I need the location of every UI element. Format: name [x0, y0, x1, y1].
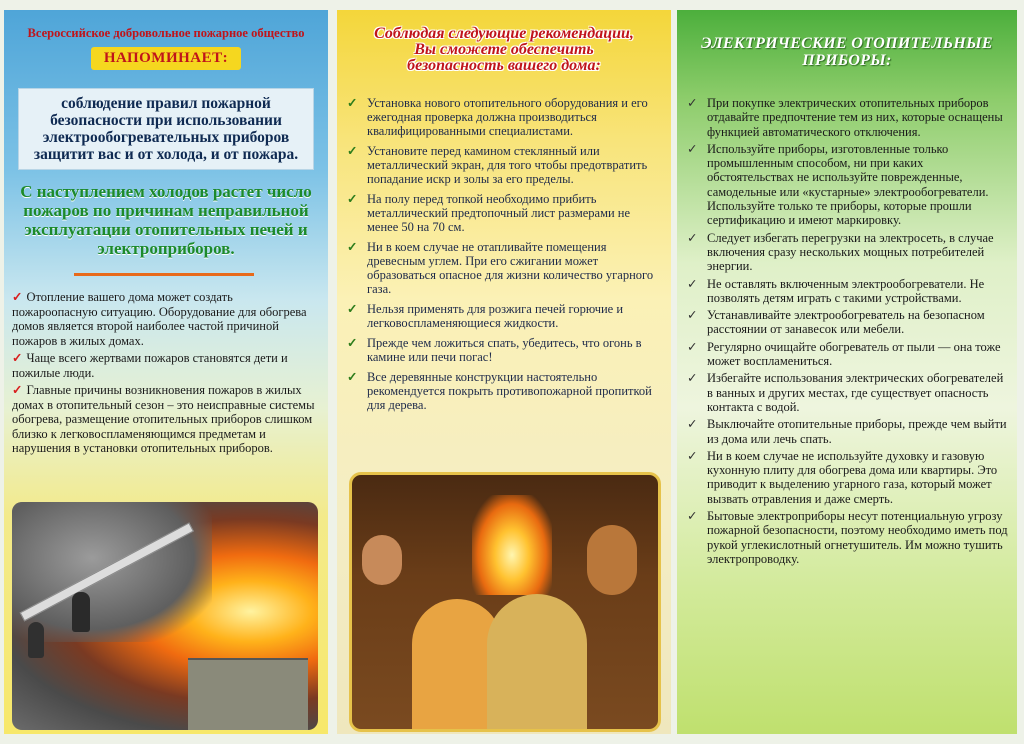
- check-icon: ✓: [687, 448, 698, 463]
- check-icon: ✓: [12, 383, 23, 397]
- left-subheading: С наступлением холодов растет число пожаров по причинам неправильной эксплуатации отопительных печей и электроприборов.: [20, 182, 312, 258]
- list-item: ✓ Нельзя применять для розжига печей горючие и легковоспламеняющиеся жидкости.: [347, 302, 624, 330]
- list-item: ✓ Ни в коем случае не отапливайте помещения древесным углем. При его сжигании может образоваться опасное для жизни количество угарного газа.: [347, 240, 654, 296]
- list-item: ✓ Не оставлять включенным электрообогреватели. Не позволять детям играть с такими устройствами.: [687, 276, 985, 305]
- check-icon: ✓: [347, 96, 358, 110]
- list-item: ✓ Отопление вашего дома может создать пожароопасную ситуацию. Оборудование для обогрева домов является второй наиболее частой причиной пожаров в жилых домах.: [12, 290, 307, 348]
- check-icon: ✓: [687, 371, 698, 386]
- reminds-banner: НАПОМИНАЕТ:: [91, 47, 241, 70]
- divider-line: [74, 273, 254, 276]
- check-icon: ✓: [347, 336, 358, 350]
- check-icon: ✓: [347, 144, 358, 158]
- list-item: ✓ Регулярно очищайте обогреватель от пыли — она тоже может воспламениться.: [687, 339, 1001, 369]
- check-icon: ✓: [687, 417, 698, 432]
- right-panel: [677, 10, 1017, 734]
- check-icon: ✓: [347, 302, 358, 316]
- list-item: ✓ Установка нового отопительного оборудования и его ежегодная проверка должна производиться квалифицированными специалистами.: [347, 96, 648, 138]
- check-icon: ✓: [12, 351, 23, 365]
- list-item: ✓ Бытовые электроприборы несут потенциальную угрозу пожарной безопасности, поэтому необходимо иметь под рукой углекислотный огнетушитель. Им можно тушить электропроводку.: [687, 509, 1008, 566]
- list-item: ✓ Следует избегать перегрузки на электросеть, в случае включения сразу нескольких мощных потребителей энергии.: [687, 230, 994, 274]
- check-icon: ✓: [347, 370, 358, 384]
- reminder-box: соблюдение правил пожарной безопасности при использовании электрообогревательных приборов защитит вас и от холода, и от пожара.: [18, 88, 314, 170]
- list-item: ✓ Ни в коем случае не используйте духовку и газовую кухонную плиту для обогрева дома или квартиры. Это приводит к выделению угарного газа, который может вызвать отравления и даже смерть.: [687, 448, 998, 506]
- middle-list: [347, 96, 659, 418]
- check-icon: ✓: [347, 192, 358, 206]
- check-icon: ✓: [687, 96, 698, 110]
- list-item: ✓ Главные причины возникновения пожаров в жилых домах в отопительный сезон – это неисправные системы обогрева, размещение отопительных приборов слишком близко к легковоспламеняющимся предметам и нарушения в установки отопительных приборов.: [12, 383, 315, 455]
- check-icon: ✓: [687, 230, 698, 245]
- check-icon: ✓: [687, 339, 698, 354]
- check-icon: ✓: [12, 290, 23, 304]
- check-icon: ✓: [687, 276, 698, 291]
- list-item: ✓ Избегайте использования электрических обогревателей в ванных и других местах, где существует опасность контакта с водой.: [687, 371, 1004, 414]
- check-icon: ✓: [687, 141, 698, 156]
- firefighters-photo: [12, 502, 318, 730]
- middle-heading: Соблюдая следующие рекомендации, Вы сможете обеспечить безопасность вашего дома:: [374, 25, 634, 74]
- right-list: [687, 96, 1009, 569]
- list-item: ✓ Выключайте отопительные приборы, прежде чем выйти из дома или лечь спать.: [687, 417, 1007, 446]
- list-item: ✓ Все деревянные конструкции настоятельно рекомендуется покрыть противопожарной пропиткой для дерева.: [347, 370, 652, 412]
- list-item: ✓ При покупке электрических отопительных приборов отдавайте предпочтение тем из них, которые оснащены функцией автоматического отключения.: [687, 96, 1003, 139]
- left-header: [4, 10, 328, 70]
- list-item: ✓ Устанавливайте электрообогреватель на безопасном расстоянии от занавесок или мебели.: [687, 308, 985, 337]
- check-icon: ✓: [687, 308, 698, 323]
- list-item: ✓ Установите перед камином стеклянный или металлический экран, для того чтобы предотвратить попадание искр и золы за его пределы.: [347, 144, 648, 186]
- middle-panel: [337, 10, 671, 734]
- list-item: ✓ На полу перед топкой необходимо прибить металлический предтопочный лист размерами не менее 50 на 70 см.: [347, 192, 631, 234]
- fireplace-illustration: [349, 472, 661, 732]
- list-item: ✓ Чаще всего жертвами пожаров становятся дети и пожилые люди.: [12, 351, 288, 380]
- list-item: ✓ Прежде чем ложиться спать, убедитесь, что огонь в камине или печи погас!: [347, 336, 642, 364]
- list-item: ✓ Используйте приборы, изготовленные только промышленным способом, ни при каких обстоятельствах не используйте поврежденные, самодельные или «кустарные» электрообогреватели. Используйте только те приборы, которые прошли сертификацию и имеют маркировку.: [687, 141, 989, 228]
- left-list: [12, 290, 318, 459]
- check-icon: ✓: [687, 509, 698, 524]
- society-name: Всероссийское добровольное пожарное общество: [27, 26, 305, 40]
- left-panel: [4, 10, 328, 734]
- check-icon: ✓: [347, 240, 358, 254]
- right-heading: ЭЛЕКТРИЧЕСКИЕ ОТОПИТЕЛЬНЫЕ ПРИБОРЫ:: [701, 35, 993, 69]
